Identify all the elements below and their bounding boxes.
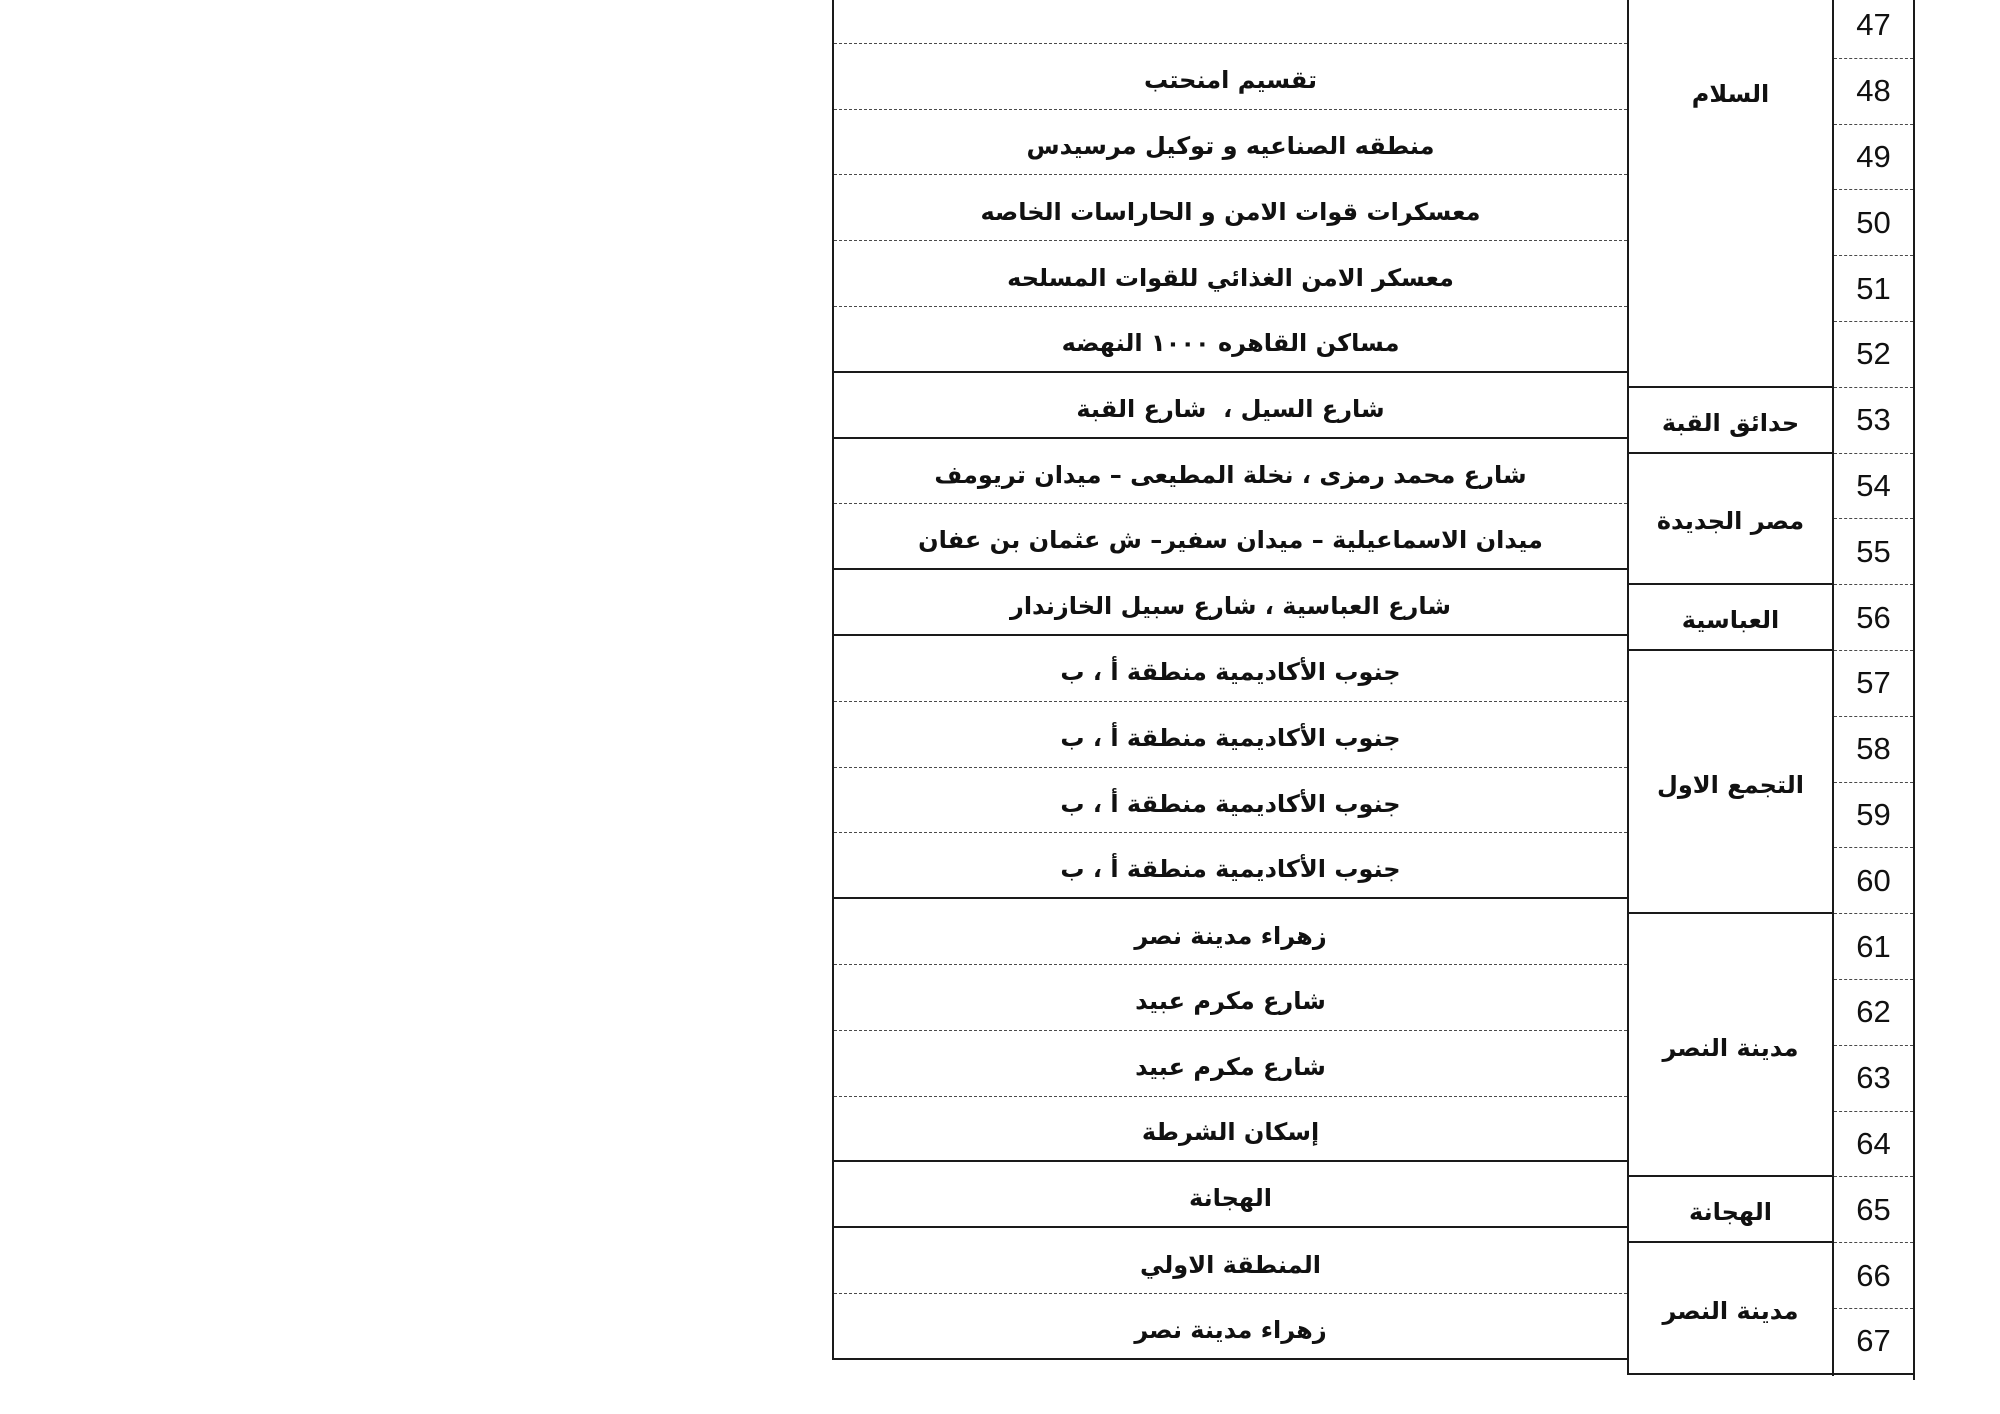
address-cell: معسكرات قوات الامن و الحاراسات الخاصه bbox=[834, 175, 1627, 241]
address-cell: جنوب الأكاديمية منطقة أ ، ب bbox=[834, 702, 1627, 768]
row-number-cell: 64 bbox=[1834, 1112, 1913, 1178]
table-left-border bbox=[832, 0, 834, 1360]
district-cell: التجمع الاول bbox=[1629, 651, 1832, 914]
row-number-cell: 58 bbox=[1834, 717, 1913, 783]
district-cell: مدينة النصر bbox=[1629, 1243, 1832, 1375]
row-number-cell: 50 bbox=[1834, 190, 1913, 256]
row-number-cell: 54 bbox=[1834, 454, 1913, 520]
district-cell: السلام bbox=[1629, 0, 1832, 388]
row-number-cell: 59 bbox=[1834, 783, 1913, 849]
district-cell: مصر الجديدة bbox=[1629, 454, 1832, 586]
row-number-cell: 51 bbox=[1834, 256, 1913, 322]
address-cell: زهراء مدينة نصر bbox=[834, 899, 1627, 965]
row-number-column bbox=[1834, 0, 1913, 1375]
address-cell: المنطقة الاولي bbox=[834, 1228, 1627, 1294]
row-number-cell: 49 bbox=[1834, 125, 1913, 191]
address-cell: شارع السيل ، شارع القبة bbox=[834, 373, 1627, 439]
table-right-border bbox=[1913, 0, 1915, 1380]
address-cell: مساكن القاهره ١٠٠٠ النهضه bbox=[834, 307, 1627, 373]
row-number-cell: 67 bbox=[1834, 1309, 1913, 1375]
address-cell: تقسيم امنحتب bbox=[834, 44, 1627, 110]
row-number-cell: 55 bbox=[1834, 519, 1913, 585]
address-cell: معسكر الامن الغذائي للقوات المسلحه bbox=[834, 241, 1627, 307]
district-cell: الهجانة bbox=[1629, 1177, 1832, 1243]
row-number-cell: 48 bbox=[1834, 59, 1913, 125]
address-column bbox=[834, 0, 1627, 1360]
row-number-cell: 56 bbox=[1834, 585, 1913, 651]
row-number-cell: 62 bbox=[1834, 980, 1913, 1046]
address-cell: زهراء مدينة نصر bbox=[834, 1294, 1627, 1360]
row-number-cell: 47 bbox=[1834, 0, 1913, 59]
address-cell: الهجانة bbox=[834, 1162, 1627, 1228]
district-cell: حدائق القبة bbox=[1629, 388, 1832, 454]
row-number-cell: 65 bbox=[1834, 1177, 1913, 1243]
address-cell: شارع مكرم عبيد bbox=[834, 1031, 1627, 1097]
row-number-cell: 60 bbox=[1834, 848, 1913, 914]
address-cell: جنوب الأكاديمية منطقة أ ، ب bbox=[834, 768, 1627, 834]
column-divider-district-number bbox=[1832, 0, 1834, 1376]
district-cell: مدينة النصر bbox=[1629, 914, 1832, 1177]
address-cell: جنوب الأكاديمية منطقة أ ، ب bbox=[834, 833, 1627, 899]
address-cell: منطقه الصناعيه و توكيل مرسيدس bbox=[834, 110, 1627, 176]
row-number-cell: 53 bbox=[1834, 388, 1913, 454]
address-cell bbox=[834, 0, 1627, 44]
row-number-cell: 61 bbox=[1834, 914, 1913, 980]
column-divider-address-district bbox=[1627, 0, 1629, 1375]
address-cell: شارع محمد رمزى ، نخلة المطيعى – ميدان تريومف bbox=[834, 439, 1627, 505]
address-cell: ميدان الاسماعيلية – ميدان سفير– ش عثمان بن عفان bbox=[834, 504, 1627, 570]
row-number-cell: 57 bbox=[1834, 651, 1913, 717]
address-cell: شارع العباسية ، شارع سبيل الخازندار bbox=[834, 570, 1627, 636]
district-column bbox=[1629, 0, 1832, 1375]
address-cell: إسكان الشرطة bbox=[834, 1097, 1627, 1163]
row-number-cell: 52 bbox=[1834, 322, 1913, 388]
row-number-cell: 66 bbox=[1834, 1243, 1913, 1309]
row-number-cell: 63 bbox=[1834, 1046, 1913, 1112]
address-cell: شارع مكرم عبيد bbox=[834, 965, 1627, 1031]
address-cell: جنوب الأكاديمية منطقة أ ، ب bbox=[834, 636, 1627, 702]
district-cell: العباسية bbox=[1629, 585, 1832, 651]
